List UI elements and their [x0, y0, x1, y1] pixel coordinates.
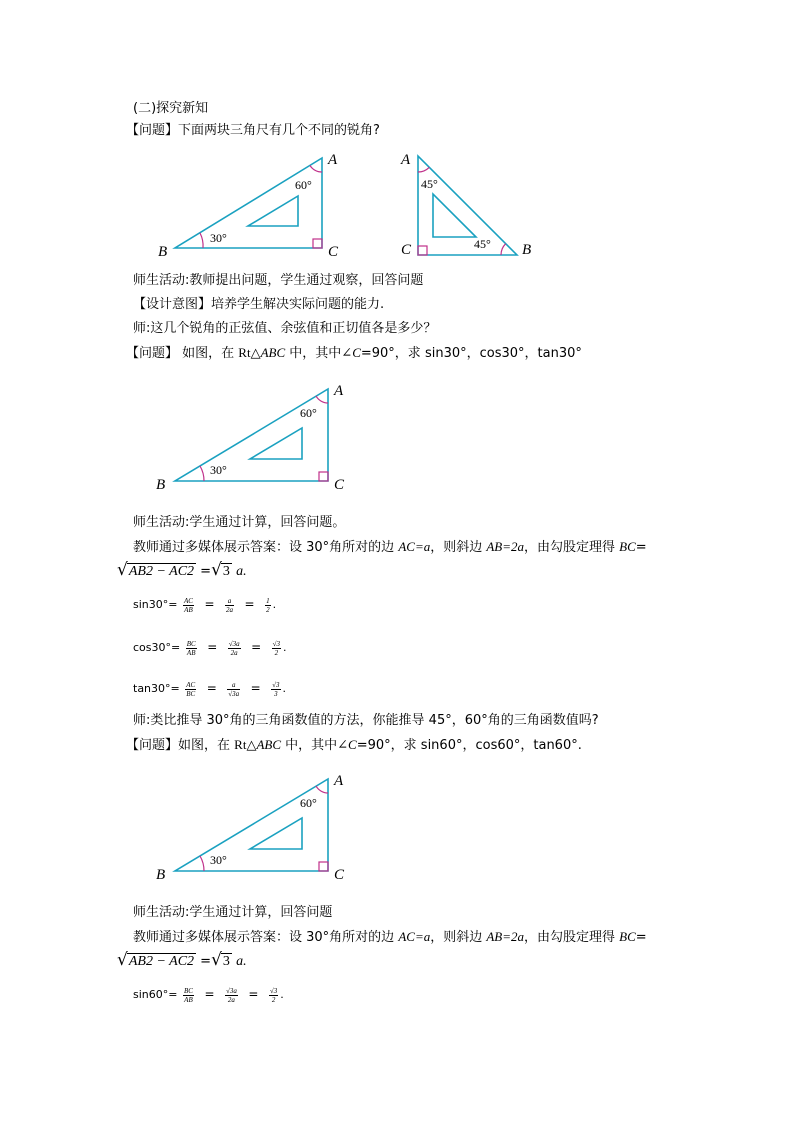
triangle-name: △ABC [246, 737, 282, 752]
variable-a: a. [236, 564, 247, 579]
vertex-a-label: A [401, 152, 411, 168]
question-text: 下面两块三角尺有几个不同的锐角? [178, 123, 380, 138]
triangle-30-60-figure-2 [150, 375, 360, 495]
triangle-30-60-figure-3 [150, 765, 360, 885]
answer-2-line-2 [117, 951, 247, 971]
triangle-inner-hole [250, 818, 302, 849]
answer-1-line-2 [117, 561, 247, 581]
radicand-3: 3 [222, 564, 230, 579]
vertex-b-label: B [156, 477, 166, 493]
answer-text: 教师通过多媒体展示答案：设 30°角所对的边 [133, 540, 399, 555]
angle-60-label: 60° [295, 178, 312, 192]
angle-arc-a [316, 396, 328, 403]
value-2a: =2a [502, 929, 525, 944]
triangle-name: △ABC [250, 345, 286, 360]
angle-60-label: 60° [300, 796, 317, 810]
fraction: $\frac{a}{2a}$ [226, 596, 233, 614]
fraction: $\frac{1}{2}$ [266, 596, 270, 614]
angle-c-name: ∠C [341, 345, 361, 360]
triangle-outline [175, 389, 328, 481]
question-text-part: =90°，求 sin60°，cos60°，tan60°. [356, 738, 582, 753]
question-tag: 【问题】 [126, 738, 179, 753]
answer-2-line-1 [133, 928, 647, 947]
answer-text: ，则斜边 [430, 930, 487, 945]
value-a: =a [414, 929, 431, 944]
triangle-inner-hole [248, 196, 298, 226]
activity-3: 师生活动:学生通过计算，回答问题 [133, 905, 333, 920]
angle-arc-b [200, 856, 204, 871]
vertex-b-label: B [158, 244, 168, 260]
question-text-part: 如图，在 [178, 738, 235, 753]
angle-arc-a [418, 167, 429, 172]
fraction: $\frac{AC}{AB}$ [183, 596, 193, 614]
question-3 [126, 736, 582, 755]
vertex-c-label: C [401, 242, 412, 258]
angle-c-name: ∠C [337, 737, 357, 752]
design-intent-tag: 【设计意图】 [133, 297, 212, 312]
equals-sign: = [635, 540, 647, 555]
side-ab: AB [486, 539, 503, 554]
sqrt-icon: √ [211, 950, 222, 970]
right-angle-mark [319, 862, 328, 871]
question-text-part: 如图，在 [182, 346, 239, 361]
rt-label: Rt [238, 345, 251, 360]
fraction: $\frac{√3a}{2a}$ [226, 986, 237, 1004]
formula-sin30: sin30°= $\frac{AC}{AB}$ = $\frac{a}{2a}$ = $\frac{1}{2}$ . [133, 596, 277, 614]
side-bc: BC [619, 929, 636, 944]
activity-1: 师生活动:教师提出问题，学生通过观察，回答问题 [133, 273, 424, 288]
fraction: $\frac{√3}{3}$ [272, 680, 280, 698]
question-tag: 【问题】 [126, 346, 179, 361]
angle-30-label: 30° [210, 231, 227, 245]
vertex-a-label: A [334, 773, 344, 789]
formula-tan30: tan30°= $\frac{AC}{BC}$ = $\frac{a}{√3a}$ = $\frac{√3}{3}$ . [133, 680, 287, 698]
fraction: $\frac{BC}{AB}$ [183, 986, 193, 1004]
angle-arc-b [501, 244, 506, 255]
angle-arc-a [316, 786, 328, 793]
answer-1-line-1 [133, 538, 647, 557]
sqrt-icon: √ [117, 950, 128, 970]
triangle-outline [175, 779, 328, 871]
fraction: $\frac{BC}{AB}$ [186, 639, 196, 657]
question-text-part: =90°，求 sin30°，cos30°，tan30° [360, 346, 582, 361]
triangle-inner-hole [433, 194, 476, 237]
vertex-c-label: C [328, 244, 339, 260]
design-intent [133, 296, 384, 314]
question-text-part: 中，其中 [281, 738, 338, 753]
side-ab: AB [486, 929, 503, 944]
formula-lhs: cos30°= [133, 641, 181, 654]
right-angle-mark [313, 239, 322, 248]
value-2a: =2a [502, 539, 525, 554]
analogy-question: 师:类比推导 30°角的三角函数值的方法，你能推导 45°，60°角的三角函数值吗? [133, 713, 599, 728]
sqrt-icon: √ [117, 560, 128, 580]
formula-cos30: cos30°= $\frac{BC}{AB}$ = $\frac{√3a}{2a}$ = $\frac{√3}{2}$ . [133, 639, 287, 657]
equals-sign: = [635, 930, 647, 945]
triangle-inner-hole [250, 428, 302, 459]
design-intent-text: 培养学生解决实际问题的能力. [211, 297, 385, 312]
vertex-a-label: A [328, 152, 338, 168]
angle-45-top-label: 45° [421, 177, 438, 191]
equals-sign: = [200, 954, 212, 969]
equals-sign: = [200, 564, 212, 579]
angle-30-label: 30° [210, 853, 227, 867]
variable-a: a. [236, 954, 247, 969]
angle-30-label: 30° [210, 463, 227, 477]
teacher-question: 师:这几个锐角的正弦值、余弦值和正切值各是多少？ [133, 321, 437, 336]
right-angle-mark [319, 472, 328, 481]
side-ac: AC [398, 929, 415, 944]
radicand: AB2 − AC2 [128, 564, 195, 579]
radicand-3: 3 [222, 954, 230, 969]
triangle-outline [175, 158, 322, 248]
triangle-45-45-figure [396, 148, 546, 263]
answer-text: ，则斜边 [430, 540, 487, 555]
fraction: $\frac{√3}{2}$ [272, 639, 280, 657]
vertex-b-label: B [522, 242, 532, 258]
side-bc: BC [619, 539, 636, 554]
vertex-b-label: B [156, 867, 166, 883]
angle-arc-b [200, 466, 204, 481]
right-angle-mark [418, 246, 427, 255]
vertex-c-label: C [334, 477, 345, 493]
angle-arc-b [200, 233, 203, 248]
vertex-c-label: C [334, 867, 345, 883]
radicand: AB2 − AC2 [128, 954, 195, 969]
angle-60-label: 60° [300, 406, 317, 420]
angle-45-bottom-label: 45° [474, 237, 491, 251]
activity-2: 师生活动:学生通过计算，回答问题。 [133, 515, 346, 530]
vertex-a-label: A [334, 383, 344, 399]
value-a: =a [414, 539, 431, 554]
fraction: $\frac{√3a}{2a}$ [228, 639, 240, 657]
question-tag: 【问题】 [126, 123, 179, 138]
sqrt-icon: √ [211, 560, 222, 580]
question-2 [126, 344, 582, 363]
question-text-part: 中，其中 [285, 346, 342, 361]
fraction: $\frac{√3}{2}$ [269, 986, 278, 1004]
answer-text: 教师通过多媒体展示答案：设 30°角所对的边 [133, 930, 399, 945]
fraction: $\frac{a}{√3a}$ [228, 680, 240, 698]
answer-text: ，由勾股定理得 [524, 540, 620, 555]
formula-sin60: sin60°= $\frac{BC}{AB}$ = $\frac{√3a}{2a}$ = $\frac{√3}{2}$ . [133, 986, 284, 1004]
question-1 [126, 122, 380, 140]
formula-lhs: sin30°= [133, 598, 178, 611]
triangle-30-60-figure-1 [150, 148, 360, 263]
angle-arc-a [310, 166, 322, 173]
side-ac: AC [398, 539, 415, 554]
formula-lhs: sin60°= [133, 988, 178, 1001]
section-title: (二)探究新知 [133, 101, 209, 116]
fraction: $\frac{AC}{BC}$ [186, 680, 196, 698]
answer-text: ，由勾股定理得 [524, 930, 620, 945]
formula-lhs: tan30°= [133, 682, 180, 695]
rt-label: Rt [234, 737, 247, 752]
